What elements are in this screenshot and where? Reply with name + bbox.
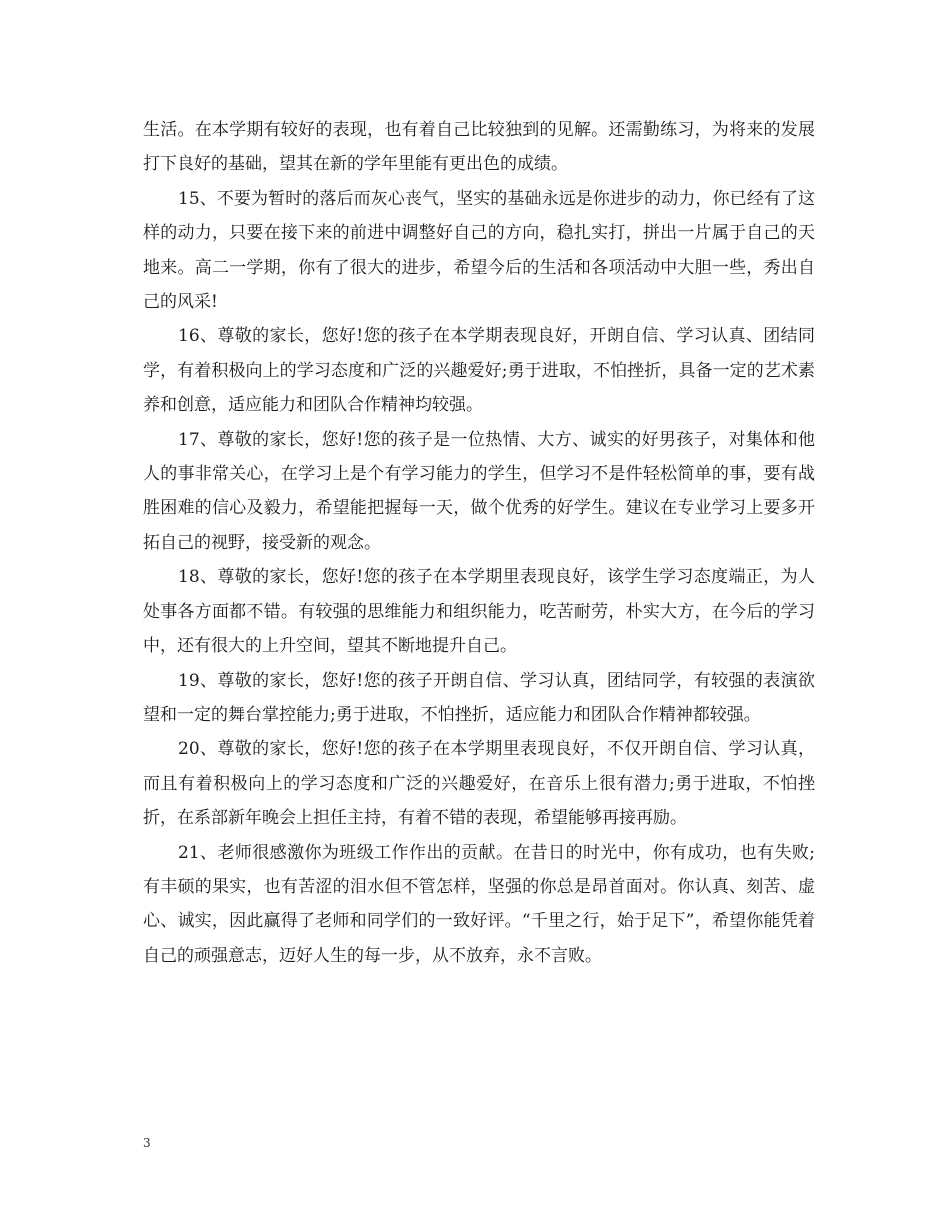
paragraph-item-20: 20、尊敬的家长，您好!您的孩子在本学期里表现良好，不仅开朗自信、学习认真，而且有着积极向上的学习态度和广泛的兴趣爱好，在音乐上很有潜力;勇于进取，不怕挫折，在系部新年晚会上担任主持，有着不错的表现，希望能够再接再励。 [143, 739, 815, 829]
paragraph-item-19: 19、尊敬的家长，您好!您的孩子开朗自信、学习认真，团结同学，有较强的表演欲望和一定的舞台掌控能力;勇于进取，不怕挫折，适应能力和团队合作精神都较强。 [143, 670, 815, 725]
paragraph-item-17: 17、尊敬的家长，您好!您的孩子是一位热情、大方、诚实的好男孩子，对集体和他人的事非常关心，在学习上是个有学习能力的学生，但学习不是件轻松简单的事，要有战胜困难的信心及毅力，希望能把握每一天，做个优秀的好学生。建议在专业学习上要多开拓自己的视野，接受新的观念。 [143, 429, 815, 553]
paragraph-item-21: 21、老师很感激你为班级工作作出的贡献。在昔日的时光中，你有成功，也有失败;有丰硕的果实，也有苦涩的泪水但不管怎样，坚强的你总是昂首面对。你认真、刻苦、虚心、诚实，因此赢得了老师和同学们的一致好评。“千里之行，始于足下”，希望你能凭着自己的顽强意志，迈好人生的每一步，从不放弃，永不言败。 [143, 842, 815, 966]
paragraph-item-15: 15、不要为暂时的落后而灰心丧气，坚实的基础永远是你进步的动力，你已经有了这样的动力，只要在接下来的前进中调整好自己的方向，稳扎实打，拼出一片属于自己的天地来。高二一学期，你有了很大的进步，希望今后的生活和各项活动中大胆一些，秀出自己的风采! [143, 188, 815, 313]
paragraph-continuation: 生活。在本学期有较好的表现，也有着自己比较独到的见解。还需勤练习，为将来的发展打下良好的基础，望其在新的学年里能有更出色的成绩。 [143, 120, 815, 175]
paragraph-item-18: 18、尊敬的家长，您好!您的孩子在本学期里表现良好，该学生学习态度端正，为人处事各方面都不错。有较强的思维能力和组织能力，吃苦耐劳，朴实大方，在今后的学习中，还有很大的上升空间，望其不断地提升自己。 [143, 567, 815, 657]
document-body [143, 113, 815, 973]
paragraph-item-16: 16、尊敬的家长，您好!您的孩子在本学期表现良好，开朗自信、学习认真、团结同学，有着积极向上的学习态度和广泛的兴趣爱好;勇于进取，不怕挫折，具备一定的艺术素养和创意，适应能力和团队合作精神均较强。 [143, 326, 815, 416]
page-number: 3 [143, 1136, 151, 1150]
